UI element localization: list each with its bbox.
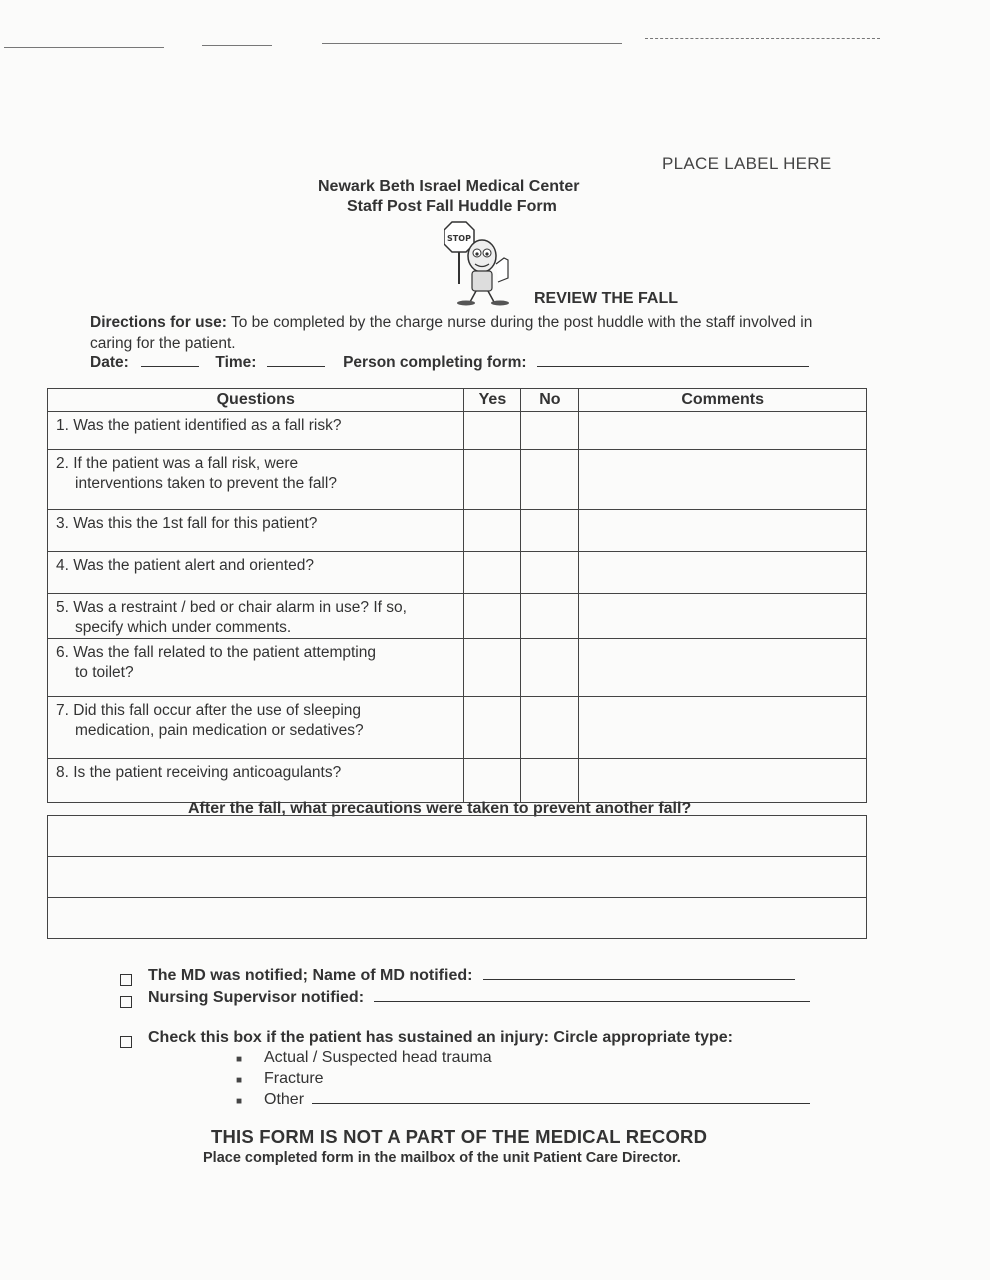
date-field[interactable]: [141, 354, 199, 367]
label-placeholder: PLACE LABEL HERE: [662, 154, 832, 173]
scan-artifact-line: [645, 38, 880, 39]
no-cell[interactable]: [521, 450, 579, 510]
md-notified-label: The MD was notified; Name of MD notified:: [148, 967, 795, 985]
yes-cell[interactable]: [464, 594, 521, 639]
time-field[interactable]: [267, 354, 325, 367]
yes-cell[interactable]: [464, 639, 521, 697]
table-row: [48, 412, 867, 450]
question-cell: 8. Is the patient receiving anticoagulants?: [48, 759, 464, 803]
bullet-icon: ■: [236, 1075, 243, 1086]
injury-type-head-trauma[interactable]: Actual / Suspected head trauma: [264, 1049, 492, 1066]
no-cell[interactable]: [521, 510, 579, 552]
question-cell: 5. Was a restraint / bed or chair alarm in use? If so, specify which under comments.: [48, 594, 464, 639]
question-cell: 1. Was the patient identified as a fall risk?: [48, 412, 464, 450]
header-no: No: [521, 389, 579, 412]
no-cell[interactable]: [521, 639, 579, 697]
table-row: [48, 594, 867, 639]
comments-cell[interactable]: [579, 639, 867, 697]
comments-cell[interactable]: [579, 697, 867, 759]
precaution-entry[interactable]: [48, 898, 867, 939]
scan-artifact-line: [322, 43, 622, 44]
precaution-row: [48, 816, 867, 857]
supervisor-field[interactable]: [374, 989, 810, 1002]
person-label: Person completing form:: [343, 354, 527, 371]
no-cell[interactable]: [521, 412, 579, 450]
header-questions: Questions: [48, 389, 464, 412]
question-cell: 3. Was this the 1st fall for this patient?: [48, 510, 464, 552]
table-row: [48, 510, 867, 552]
injury-checkbox[interactable]: [120, 1036, 132, 1048]
table-row: [48, 697, 867, 759]
yes-cell[interactable]: [464, 552, 521, 594]
md-notified-checkbox[interactable]: [120, 974, 132, 986]
supervisor-notified-checkbox[interactable]: [120, 996, 132, 1008]
injury-label: Check this box if the patient has sustained an injury: Circle appropriate type:: [148, 1029, 734, 1046]
comments-cell[interactable]: [579, 759, 867, 803]
stop-sign-mascot-icon: [444, 220, 518, 306]
date-time-row: [90, 354, 809, 372]
no-cell[interactable]: [521, 697, 579, 759]
yes-cell[interactable]: [464, 697, 521, 759]
yes-cell[interactable]: [464, 510, 521, 552]
scan-artifact-line: [202, 45, 272, 46]
table-row: [48, 450, 867, 510]
scan-artifact-line: [4, 47, 164, 48]
table-row: [48, 759, 867, 803]
time-label: Time:: [215, 354, 257, 371]
yes-cell[interactable]: [464, 412, 521, 450]
organization-name: Newark Beth Israel Medical Center: [318, 178, 580, 195]
bullet-icon: ■: [236, 1096, 243, 1107]
no-cell[interactable]: [521, 594, 579, 639]
no-cell[interactable]: [521, 759, 579, 803]
date-label: Date:: [90, 354, 129, 371]
question-cell: 6. Was the fall related to the patient attempting to toilet?: [48, 639, 464, 697]
directions-label: Directions for use:: [90, 314, 227, 331]
precautions-table: [47, 815, 867, 939]
md-name-field[interactable]: [483, 967, 795, 980]
review-heading: REVIEW THE FALL: [534, 290, 678, 307]
comments-cell[interactable]: [579, 412, 867, 450]
precaution-entry[interactable]: [48, 816, 867, 857]
table-header-row: [48, 389, 867, 412]
table-row: [48, 552, 867, 594]
directions-text: To be completed by the charge nurse during the post huddle with the staff involved in caring for the patient.: [90, 314, 813, 352]
question-cell: 2. If the patient was a fall risk, were interventions taken to prevent the fall?: [48, 450, 464, 510]
stop-sign-text: STOP: [447, 234, 471, 243]
precaution-row: [48, 898, 867, 939]
yes-cell[interactable]: [464, 759, 521, 803]
header-comments: Comments: [579, 389, 867, 412]
comments-cell[interactable]: [579, 450, 867, 510]
supervisor-notified-label: Nursing Supervisor notified:: [148, 989, 810, 1007]
other-field[interactable]: [312, 1091, 810, 1104]
precaution-row: [48, 857, 867, 898]
injury-type-other: Other: [264, 1091, 810, 1109]
person-field[interactable]: [537, 354, 809, 367]
not-medical-record-notice: THIS FORM IS NOT A PART OF THE MEDICAL RECORD: [211, 1126, 708, 1147]
question-cell: 4. Was the patient alert and oriented?: [48, 552, 464, 594]
bullet-icon: ■: [236, 1054, 243, 1065]
header-yes: Yes: [464, 389, 521, 412]
no-cell[interactable]: [521, 552, 579, 594]
table-row: [48, 639, 867, 697]
question-cell: 7. Did this fall occur after the use of sleeping medication, pain medication or sedatives?: [48, 697, 464, 759]
comments-cell[interactable]: [579, 552, 867, 594]
precaution-entry[interactable]: [48, 857, 867, 898]
comments-cell[interactable]: [579, 510, 867, 552]
form-title: Staff Post Fall Huddle Form: [347, 198, 557, 215]
injury-type-fracture[interactable]: Fracture: [264, 1070, 324, 1087]
precautions-label: After the fall, what precautions were taken to prevent another fall?: [188, 800, 692, 817]
mailbox-instruction: Place completed form in the mailbox of the unit Patient Care Director.: [203, 1150, 681, 1166]
yes-cell[interactable]: [464, 450, 521, 510]
questions-table: [47, 388, 867, 803]
comments-cell[interactable]: [579, 594, 867, 639]
directions: [90, 312, 830, 354]
